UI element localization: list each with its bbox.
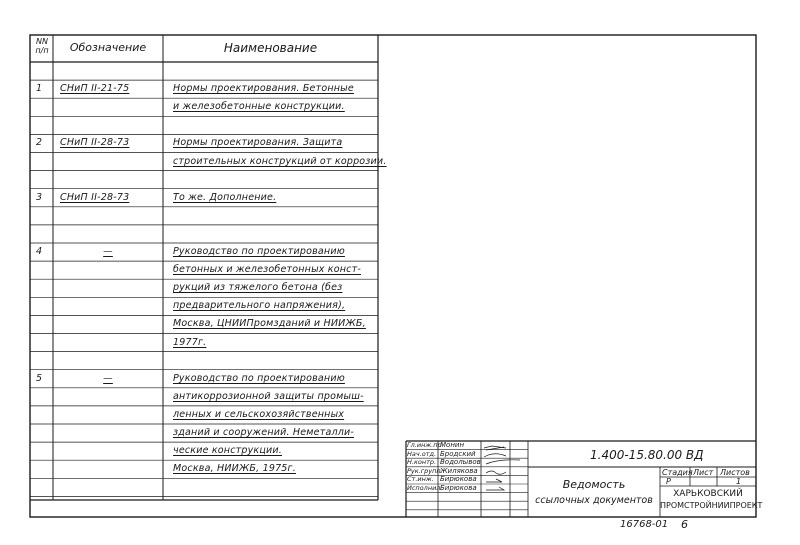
row-number: 1 xyxy=(36,83,43,95)
row-title-line: бетонных и железобетонных конст- xyxy=(173,264,361,276)
signature-name: Жилякова xyxy=(440,466,478,475)
header-num-label: NN п/п xyxy=(35,37,49,55)
organization-line-2: ПРОМСТРОЙНИИПРОЕКТ xyxy=(660,501,763,510)
row-title-line: ческие конструкции. xyxy=(173,445,283,457)
sheets-label: Листов xyxy=(720,468,750,477)
row-title-line: и железобетонные конструкции. xyxy=(173,101,345,113)
row-designation: — xyxy=(103,246,113,257)
sheet-label: Лист xyxy=(693,468,714,477)
signature-name: Бирюкова xyxy=(440,484,477,492)
signature-name: Водолывов xyxy=(440,458,481,467)
signature-role: Рук.групп. xyxy=(407,466,443,475)
row-number: 5 xyxy=(36,372,43,384)
row-number: 4 xyxy=(36,246,43,257)
row-title-line: Руководство по проектированию xyxy=(173,372,345,384)
stage-label: Стадия xyxy=(662,468,693,477)
row-title-line: Москва, НИИЖБ, 1975г. xyxy=(173,463,296,475)
organization-line-1: ХАРЬКОВСКИЙ xyxy=(673,489,743,499)
row-number: 2 xyxy=(36,137,43,149)
document-code: 1.400-15.80.00 ВД xyxy=(590,448,704,462)
signatures xyxy=(484,446,520,490)
row-title-line: предварительного напряжения), xyxy=(173,300,346,312)
signature-role: Нач.отд. xyxy=(407,449,437,458)
row-title-line: ленных и сельскохозяйственных xyxy=(173,408,345,420)
signature-name: Монин xyxy=(440,441,465,449)
document-title-line-1: Ведомость xyxy=(562,478,626,491)
signature-role: Гл.инж.пр. xyxy=(407,441,444,449)
organization-name xyxy=(660,489,763,511)
row-designation: СНиП II-28-73 xyxy=(60,191,130,203)
row-designation: СНиП II-28-73 xyxy=(60,137,130,149)
row-number: 3 xyxy=(36,191,43,203)
row-title-line: Руководство по проектированию xyxy=(173,246,345,257)
inventory-number: 16768-01 xyxy=(620,519,669,530)
header-code: Обозначение xyxy=(69,41,147,54)
header-num xyxy=(31,37,53,55)
signature-name: Бродский xyxy=(440,449,476,458)
row-title-line: строительных конструкций от коррозии. xyxy=(173,155,387,167)
row-title-line: Москва, ЦНИИПромзданий и НИИЖБ, xyxy=(173,318,366,330)
row-title-line: рукций из тяжелого бетона (без xyxy=(173,282,343,294)
header-name: Наименование xyxy=(223,41,318,55)
row-designation: — xyxy=(103,372,113,384)
stage-value: Р xyxy=(666,477,671,486)
row-designation: СНиП II-21-75 xyxy=(60,83,130,95)
row-title-line: антикоррозионной защиты промыш- xyxy=(173,390,364,402)
row-title-line: 1977г. xyxy=(173,336,207,348)
document-title xyxy=(528,478,660,506)
sheets-value: 1 xyxy=(736,477,742,486)
document-title-line-2: ссылочных документов xyxy=(535,495,653,506)
signature-name: Бирюкова xyxy=(440,475,477,484)
signature-role: Исполнил xyxy=(407,484,441,492)
row-title-line: зданий и сооружений. Неметалли- xyxy=(173,427,355,438)
signature-role: Н.контр. xyxy=(407,458,437,467)
row-title-line: То же. Дополнение. xyxy=(173,191,277,203)
signature-role: Ст.инж. xyxy=(407,475,434,484)
row-title-line: Нормы проектирования. Защита xyxy=(173,137,343,149)
page-number: 6 xyxy=(681,518,688,531)
row-title-line: Нормы проектирования. Бетонные xyxy=(173,83,354,95)
